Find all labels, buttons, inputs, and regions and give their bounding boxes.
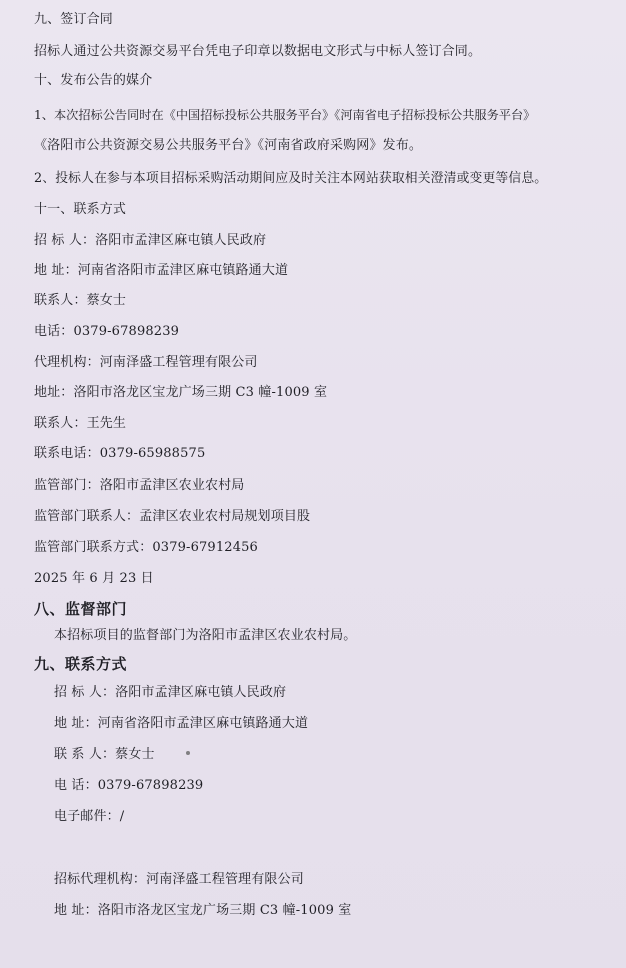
contact2-agency bbox=[54, 872, 304, 888]
section-11-title: 十一、联系方式 bbox=[34, 202, 127, 217]
supervisor bbox=[34, 478, 244, 494]
section-9-text: 招标人通过公共资源交易平台凭电子印章以数据电文形式与中标人签订合同。 bbox=[34, 44, 482, 59]
agency-contact-value: 王先生 bbox=[86, 416, 127, 431]
contact2-tenderer-label: 招 标 人： bbox=[54, 685, 116, 700]
section-10-text-1: 1、本次招标公告同时在《中国招标投标公共服务平台》《河南省电子招标投标公共服务平台》 bbox=[34, 108, 536, 122]
contact-phone bbox=[34, 324, 179, 340]
section-10-text-2: 《洛阳市公共资源交易公共服务平台》《河南省政府采购网》发布。 bbox=[34, 138, 423, 153]
contact-person-value: 蔡女士 bbox=[86, 293, 127, 308]
supervisor-phone-value: 0379-67912456 bbox=[152, 540, 258, 555]
contact-address bbox=[34, 263, 288, 279]
supervisor-contact-label: 监管部门联系人： bbox=[34, 509, 140, 524]
contact2-agency-address-label: 地 址： bbox=[54, 903, 98, 918]
contact-phone-value: 0379-67898239 bbox=[73, 324, 180, 339]
agency-phone bbox=[34, 446, 205, 462]
contact2-address bbox=[54, 716, 308, 732]
contact-phone-label: 电话： bbox=[34, 324, 74, 339]
document-date: 2025 年 6 月 23 日 bbox=[34, 571, 154, 586]
supervisor-phone-label: 监管部门联系方式： bbox=[34, 540, 153, 555]
supervisor-phone bbox=[34, 540, 258, 556]
contact2-address-value: 河南省洛阳市孟津区麻屯镇路通大道 bbox=[97, 716, 309, 731]
agency-value: 河南泽盛工程管理有限公司 bbox=[99, 355, 258, 370]
section-8-text: 本招标项目的监督部门为洛阳市孟津区农业农村局。 bbox=[54, 628, 357, 643]
contact-tenderer-value: 洛阳市孟津区麻屯镇人民政府 bbox=[95, 233, 267, 248]
agency bbox=[34, 355, 258, 371]
agency-address-value: 洛阳市洛龙区宝龙广场三期 C3 幢-1009 室 bbox=[73, 385, 328, 400]
contact-tenderer-label: 招 标 人： bbox=[34, 233, 96, 248]
agency-phone-value: 0379-65988575 bbox=[99, 446, 206, 461]
contact2-email-label: 电子邮件： bbox=[54, 809, 120, 824]
section-9b-title: 九、联系方式 bbox=[34, 655, 128, 673]
contact2-agency-address bbox=[54, 903, 351, 919]
supervisor-label: 监管部门： bbox=[34, 478, 100, 493]
section-10-title: 十、发布公告的媒介 bbox=[34, 73, 153, 88]
contact2-agency-value: 河南泽盛工程管理有限公司 bbox=[146, 872, 304, 887]
contact2-tenderer-value: 洛阳市孟津区麻屯镇人民政府 bbox=[115, 685, 287, 700]
agency-phone-label: 联系电话： bbox=[34, 446, 100, 461]
contact2-person bbox=[54, 747, 155, 763]
contact2-tenderer bbox=[54, 685, 286, 701]
supervisor-contact bbox=[34, 509, 310, 525]
contact2-agency-label: 招标代理机构： bbox=[54, 872, 147, 887]
contact2-address-label: 地 址： bbox=[54, 716, 98, 731]
supervisor-value: 洛阳市孟津区农业农村局 bbox=[99, 478, 245, 493]
agency-address-label: 地址： bbox=[34, 385, 74, 400]
contact2-email-value: / bbox=[119, 809, 125, 824]
section-9-title: 九、签订合同 bbox=[34, 12, 113, 27]
section-8-title: 八、监督部门 bbox=[34, 600, 128, 618]
contact2-agency-address-value: 洛阳市洛龙区宝龙广场三期 C3 幢-1009 室 bbox=[97, 903, 352, 918]
contact-person-label: 联系人： bbox=[34, 293, 87, 308]
agency-contact-label: 联系人： bbox=[34, 416, 87, 431]
contact-person bbox=[34, 293, 126, 309]
contact-address-label: 地 址： bbox=[34, 263, 78, 278]
contact2-phone-label: 电 话： bbox=[54, 778, 98, 793]
contact-tenderer bbox=[34, 233, 266, 249]
section-10-text-3: 2、投标人在参与本项目招标采购活动期间应及时关注本网站获取相关澄清或变更等信息。 bbox=[34, 171, 548, 186]
contact2-person-value: 蔡女士 bbox=[115, 747, 155, 762]
contact2-phone bbox=[54, 778, 203, 794]
ink-dot bbox=[186, 751, 190, 755]
agency-contact bbox=[34, 416, 126, 432]
contact2-phone-value: 0379-67898239 bbox=[97, 778, 204, 793]
contact2-email bbox=[54, 809, 124, 825]
supervisor-contact-value: 孟津区农业农村局规划项目股 bbox=[139, 509, 311, 524]
contact-address-value: 河南省洛阳市孟津区麻屯镇路通大道 bbox=[77, 263, 289, 278]
contact2-person-label: 联 系 人： bbox=[54, 747, 116, 762]
agency-label: 代理机构： bbox=[34, 355, 100, 370]
agency-address bbox=[34, 385, 327, 401]
